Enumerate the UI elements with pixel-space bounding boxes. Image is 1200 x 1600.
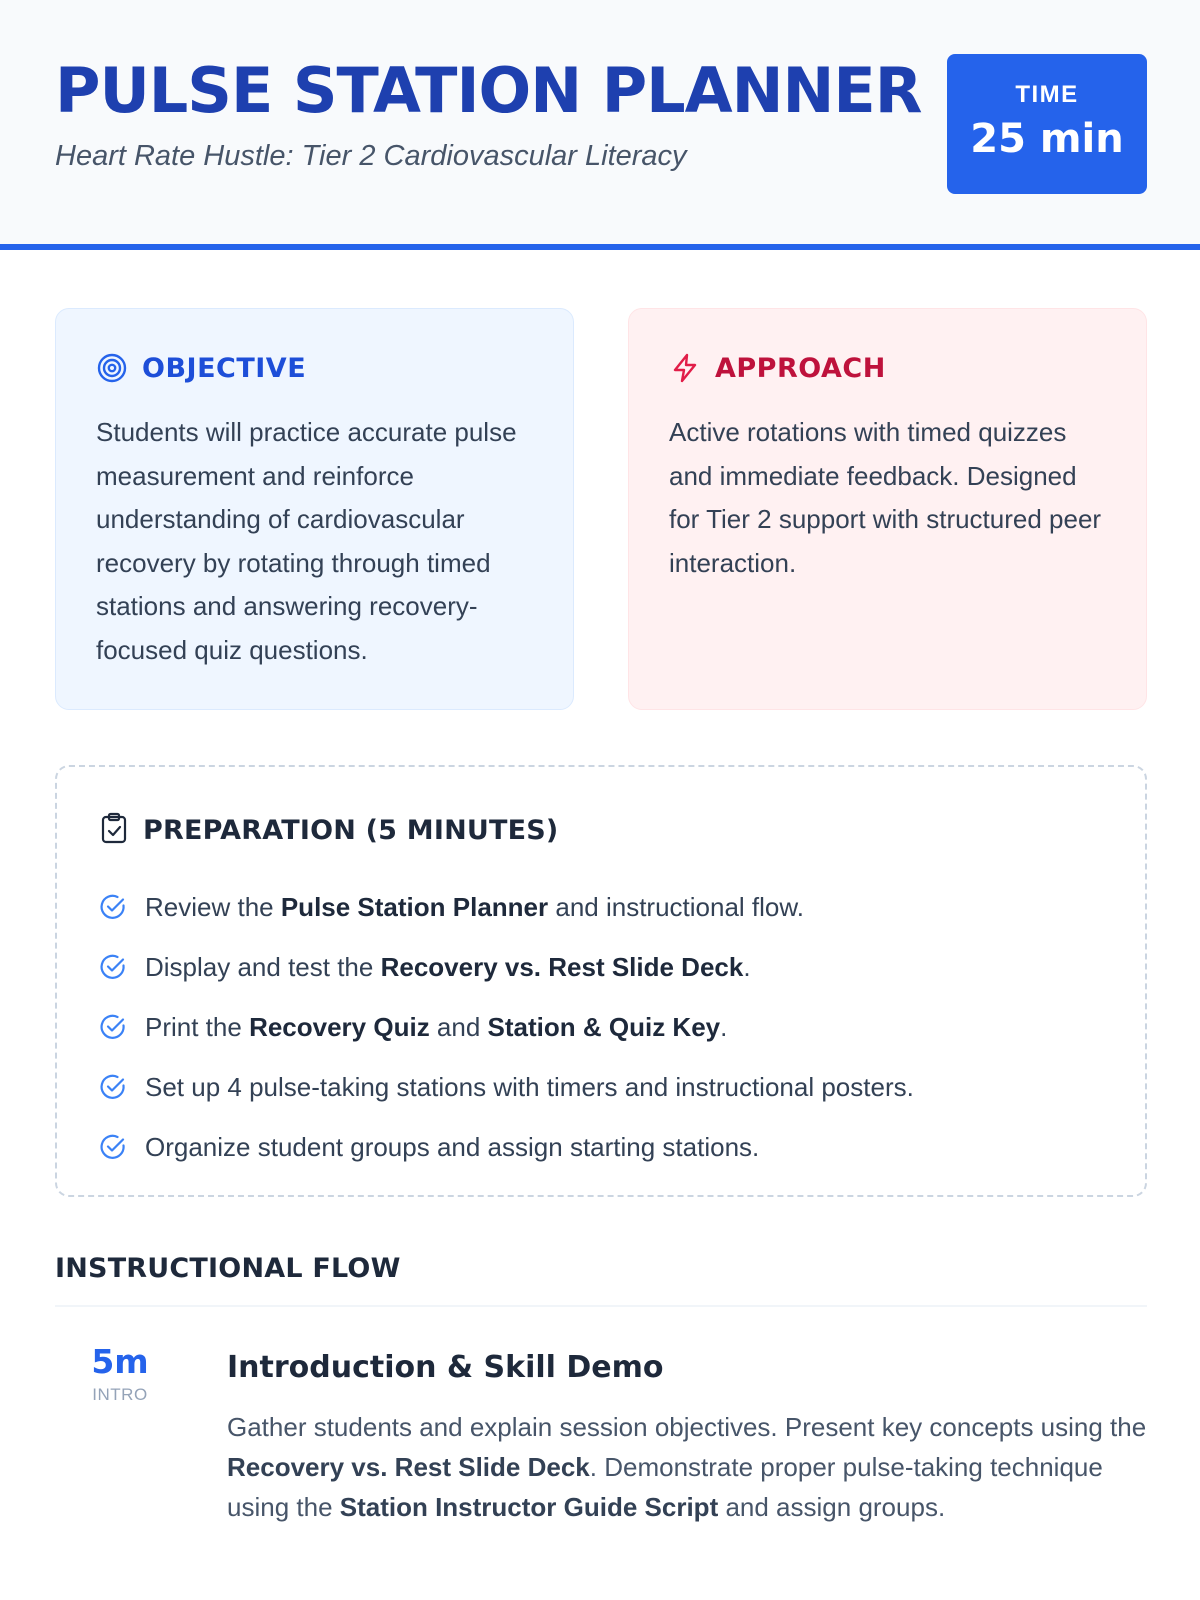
time-value: 25 min (970, 116, 1124, 162)
check-circle-icon (99, 953, 127, 981)
check-circle-icon (99, 1133, 127, 1161)
page-title: PULSE STATION PLANNER (55, 54, 922, 127)
preparation-item-text: Print the (145, 1011, 250, 1042)
preparation-item (99, 997, 914, 1057)
objective-card (55, 308, 574, 710)
time-badge (947, 54, 1147, 194)
preparation-item-text: and instructional flow. (548, 891, 804, 922)
divider (55, 1305, 1147, 1307)
preparation-item (99, 937, 914, 997)
step-description-text: . Demonstrate proper pulse-taking technique using the (227, 1452, 1103, 1522)
page-subtitle: Heart Rate Hustle: Tier 2 Cardiovascular Literacy (55, 140, 687, 172)
step-title: Introduction & Skill Demo (227, 1350, 664, 1385)
header (0, 0, 1200, 250)
objective-text: Students will practice accurate pulse measurement and reinforce understanding of cardiovascular recovery by rotating through timed stations and answering recovery-focused quiz questions. (96, 417, 517, 665)
step-description-bold: Recovery vs. Rest Slide Deck (227, 1452, 590, 1482)
step-time (85, 1342, 155, 1405)
step-tag: INTRO (92, 1385, 148, 1404)
approach-title: APPROACH (715, 352, 886, 384)
approach-text: Active rotations with timed quizzes and immediate feedback. Designed for Tier 2 support with structured peer interaction. (669, 417, 1102, 578)
instructional-flow-heading: INSTRUCTIONAL FLOW (55, 1253, 401, 1284)
step-description-text: Gather students and explain session objectives. Present key concepts using the (227, 1412, 1147, 1442)
preparation-item-text: . (743, 951, 751, 982)
step-description-bold: Station Instructor Guide Script (339, 1492, 719, 1522)
check-circle-icon (99, 1013, 127, 1041)
step-description (227, 1407, 1147, 1527)
preparation-item-bold: Recovery Quiz (249, 1011, 430, 1042)
preparation-item-bold: Recovery vs. Rest Slide Deck (380, 951, 744, 982)
preparation-list (99, 877, 914, 1177)
preparation-item-bold: Pulse Station Planner (280, 891, 549, 922)
step-duration: 5m (91, 1342, 149, 1381)
target-icon (96, 352, 128, 384)
preparation-item (99, 1117, 914, 1177)
objective-title: OBJECTIVE (142, 352, 307, 384)
preparation-item (99, 877, 914, 937)
preparation-item-text: Set up 4 pulse-taking stations with timers and instructional posters. (145, 1071, 914, 1102)
preparation-item-bold: Station & Quiz Key (487, 1011, 721, 1042)
preparation-item-text: . (720, 1011, 728, 1042)
preparation-section (55, 765, 1147, 1197)
preparation-item (99, 1057, 914, 1117)
preparation-item-text: and (429, 1011, 488, 1042)
check-circle-icon (99, 893, 127, 921)
approach-card (628, 308, 1147, 710)
preparation-item-text: Review the (145, 891, 281, 922)
preparation-item-text: Organize student groups and assign starting stations. (145, 1131, 760, 1162)
check-circle-icon (99, 1073, 127, 1101)
lightning-icon (669, 352, 701, 384)
preparation-title: PREPARATION (5 MINUTES) (143, 815, 559, 846)
time-label: TIME (1015, 81, 1079, 108)
clipboard-check-icon (99, 812, 129, 849)
step-description-text: and assign groups. (718, 1492, 946, 1522)
preparation-item-text: Display and test the (145, 951, 381, 982)
